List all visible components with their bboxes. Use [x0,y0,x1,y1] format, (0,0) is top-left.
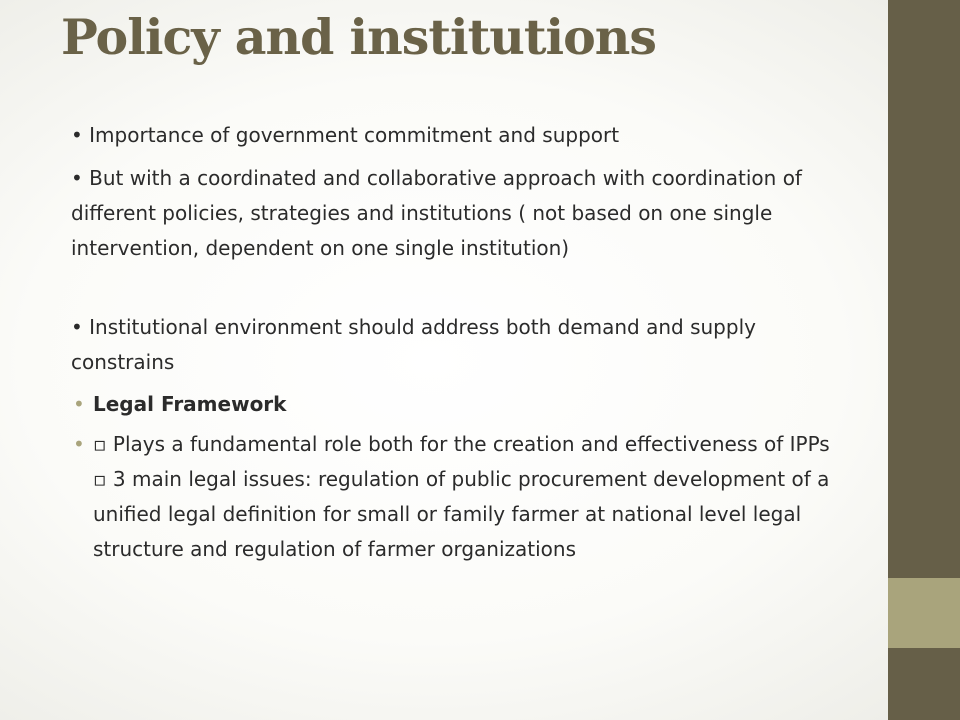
paragraph-coordinated-approach: • But with a coordinated and collaborative approach with coordination of different policies, strategies and institutions ( not based on one single intervention, dependent on one single institution) [71,166,802,260]
sidebar-light-block [888,578,960,648]
paragraph-government-commitment: • Importance of government commitment and support [71,123,620,147]
sidebar-dark-block [888,0,960,578]
bullet-legal-framework: Legal Framework [93,392,287,416]
sidebar-dark-block-bottom [888,648,960,720]
decorative-sidebar [888,0,960,720]
bullet-marker: • [73,392,85,416]
paragraph-institutional-environment: • Institutional environment should address both demand and supply constrains [71,315,756,374]
bullet-marker: • [73,432,85,456]
bullet-legal-issues: ▫ Plays a fundamental role both for the creation and effectiveness of IPPs ▫ 3 main legal issues: regulation of public procurement development of a unified legal definition for small or family farmer at national level legal structure and regulation of farmer organizations [93,432,830,561]
slide-title: Policy and institutions [61,8,656,66]
